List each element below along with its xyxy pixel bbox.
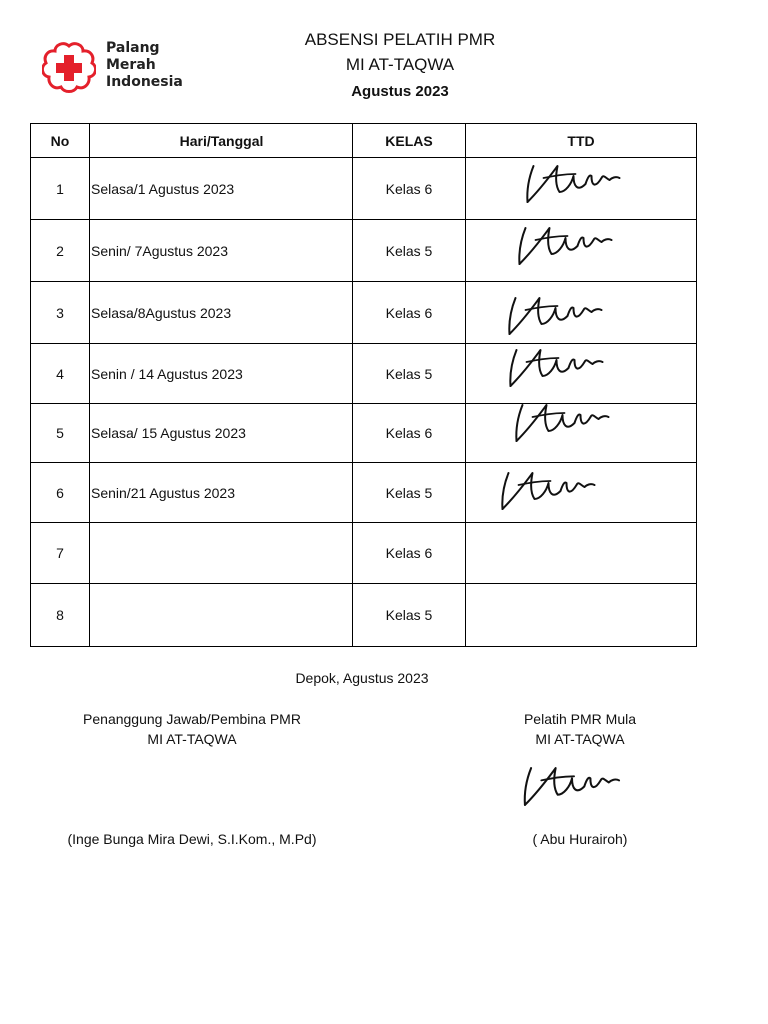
table-row: [31, 584, 697, 647]
period-label: Agustus 2023: [351, 83, 449, 100]
row-number: 5: [31, 404, 90, 463]
column-header-signature: TTD: [466, 124, 697, 158]
attendance-table: [30, 123, 697, 647]
signature-image: [496, 469, 601, 513]
right-school: MI AT-TAQWA: [535, 731, 625, 747]
signature-image: [510, 401, 615, 445]
table-row: [31, 463, 697, 523]
row-signature-cell: [466, 404, 697, 463]
row-date: Senin/ 7Agustus 2023: [90, 220, 353, 282]
column-header-date: Hari/Tanggal: [90, 124, 353, 158]
row-signature-cell: [466, 344, 697, 404]
document-title: ABSENSI PELATIH PMR: [304, 30, 496, 49]
table-header-row: [31, 124, 697, 158]
left-school: MI AT-TAQWA: [147, 731, 237, 747]
row-number: 6: [31, 463, 90, 523]
table-row: [31, 158, 697, 220]
row-date: Senin/21 Agustus 2023: [90, 463, 353, 523]
signature-image: [521, 162, 626, 206]
row-number: 1: [31, 158, 90, 220]
row-class: Kelas 5: [353, 220, 466, 282]
row-signature-cell: [466, 158, 697, 220]
school-name: MI AT-TAQWA: [345, 55, 455, 74]
table-row: [31, 523, 697, 584]
row-date: Selasa/1 Agustus 2023: [90, 158, 353, 220]
logo-line-3: Indonesia: [106, 74, 183, 90]
row-class: Kelas 5: [353, 344, 466, 404]
row-number: 4: [31, 344, 90, 404]
row-class: Kelas 6: [353, 523, 466, 584]
row-class: Kelas 5: [353, 463, 466, 523]
row-date: [90, 584, 353, 647]
signature-image: [503, 294, 608, 338]
row-number: 2: [31, 220, 90, 282]
row-signature-cell: [466, 463, 697, 523]
row-class: Kelas 6: [353, 158, 466, 220]
row-signature-cell: [466, 282, 697, 344]
left-signatory-name: (Inge Bunga Mira Dewi, S.I.Kom., M.Pd): [67, 831, 317, 847]
table-row: [31, 282, 697, 344]
row-number: 7: [31, 523, 90, 584]
right-role: Pelatih PMR Mula: [523, 711, 637, 727]
table-row: [31, 344, 697, 404]
row-number: 3: [31, 282, 90, 344]
left-role: Penanggung Jawab/Pembina PMR: [83, 711, 301, 727]
row-date: Selasa/8Agustus 2023: [90, 282, 353, 344]
logo-line-2: Merah: [106, 57, 156, 73]
right-signatory-name: ( Abu Hurairoh): [532, 831, 628, 847]
trainer-signature-image: [518, 764, 626, 809]
table-row: [31, 404, 697, 463]
row-signature-cell: [466, 523, 697, 584]
row-class: Kelas 6: [353, 282, 466, 344]
row-date: [90, 523, 353, 584]
column-header-no: No: [31, 124, 90, 158]
place-date: Depok, Agustus 2023: [295, 670, 429, 686]
row-number: 8: [31, 584, 90, 647]
row-class: Kelas 6: [353, 404, 466, 463]
row-date: Selasa/ 15 Agustus 2023: [90, 404, 353, 463]
row-date: Senin / 14 Agustus 2023: [90, 344, 353, 404]
row-signature-cell: [466, 220, 697, 282]
column-header-class: KELAS: [353, 124, 466, 158]
signature-image: [513, 224, 618, 268]
row-signature-cell: [466, 584, 697, 647]
table-row: [31, 220, 697, 282]
signature-image: [504, 346, 609, 390]
logo-line-1: Palang: [106, 40, 160, 56]
row-class: Kelas 5: [353, 584, 466, 647]
